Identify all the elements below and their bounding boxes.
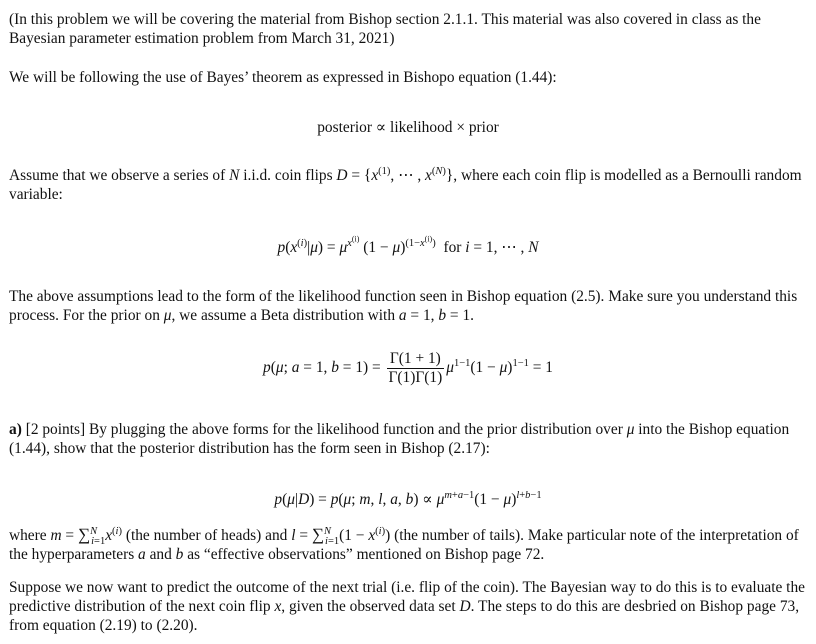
- bayes-equation: [0, 118, 816, 137]
- math-beta-params: a = 1, b = 1.: [398, 307, 474, 324]
- math-D: D: [459, 598, 471, 615]
- assumption-paragraph: [9, 166, 809, 204]
- bayes-text: We will be following the use of Bayes’ theorem as expressed in Bishopo equation (1.44):: [9, 69, 557, 86]
- definitions-text-b: (the number of heads) and: [121, 527, 292, 544]
- math-l-def: $l = \sum^N_{i=1}(1 - x^{(i)})$: [291, 525, 391, 548]
- definitions-text-d: and: [145, 546, 176, 563]
- math-m-def: $m = \sum^N_{i=1}x^{(i)}$: [50, 525, 122, 548]
- assumption-text-c: , where each coin flip is modelled as a Bernoulli random variable:: [9, 167, 802, 203]
- bernoulli-for-word: for: [443, 239, 462, 256]
- likelihood-text-a: The above assumptions lead to the form of the likelihood function seen in Bishop equation (2.5). Make sure you understand this process. For the prior on: [9, 288, 798, 324]
- bayes-paragraph: [9, 68, 809, 87]
- definitions-text-e: as “effective observations” mentioned on Bishop page 72.: [183, 546, 545, 563]
- question-a-text-a: By plugging the above forms for the likelihood function and the prior distribution over: [85, 421, 627, 438]
- posterior-equation: p(μ|D) = p(μ; m, l, a, $b) \propto \mu^{m+a-1}(1 - \mu)^{l+b-1}$: [274, 489, 542, 508]
- likelihood-text-b: , we assume a Beta distribution with: [171, 307, 399, 324]
- prediction-text-c: . The steps to do this are desbried on Bishop page 73, from equation (2.19) to (2.20).: [9, 598, 800, 634]
- math-b: b: [175, 546, 184, 563]
- likelihood-paragraph: [9, 287, 809, 325]
- math-x: x: [274, 598, 282, 615]
- definitions-text-a: where: [9, 527, 51, 544]
- math-mu-2: μ: [626, 421, 635, 438]
- math-N: N: [229, 167, 240, 184]
- question-a-paragraph: [9, 420, 809, 458]
- prediction-text-a: Suppose we now want to predict the outcome of the next trial (i.e. flip of the coin). The Bayesian way to do this is to evaluate the predictive distribution of the next coin flip: [9, 579, 805, 615]
- beta-prior-equation: p(μ; a = 1, b = 1) = $\frac{\Gamma(1 + 1)}{\Gamma(1)\Gamma(1)}$ $\mu^{1-1}(1 - \mu)^{1-1} = 1$: [263, 350, 553, 386]
- math-mu: μ: [163, 307, 172, 324]
- definitions-paragraph: [9, 525, 809, 564]
- question-a-points: [2 points]: [25, 421, 86, 438]
- prediction-text-b: , given the observed data set: [281, 598, 460, 615]
- bernoulli-equation: $p(x^{(i)}|\mu) = \mu^{x^{(i)}}$ $(1 - \mu)^{(1-x^{(i)})}$ for i = 1, ⋯ , N: [277, 234, 539, 256]
- prediction-paragraph: [9, 578, 809, 635]
- math-a: a: [138, 546, 146, 563]
- definitions-text-c: (the number of tails). Make particular note of the interpretation of the hyperparameters: [9, 527, 799, 563]
- question-a-label: a): [9, 421, 22, 438]
- assumption-text-b: i.i.d. coin flips: [239, 167, 337, 184]
- bayes-equation-text: posterior ∝ likelihood × prior: [317, 119, 499, 136]
- math-dataset: $D = \{x^{(1)}$, ⋯ , $x^{(N)}$}: [336, 165, 454, 184]
- intro-text: (In this problem we will be covering the material from Bishop section 2.1.1. This material was also covered in class as the Bayesian parameter estimation problem from March 31, 2021): [9, 11, 761, 47]
- intro-paragraph: [9, 10, 809, 48]
- question-a-text-b: into the Bishop equation (1.44), show that the posterior distribution has the form seen in Bishop (2.17):: [9, 421, 790, 457]
- assumption-text-a: Assume that we observe a series of: [9, 167, 230, 184]
